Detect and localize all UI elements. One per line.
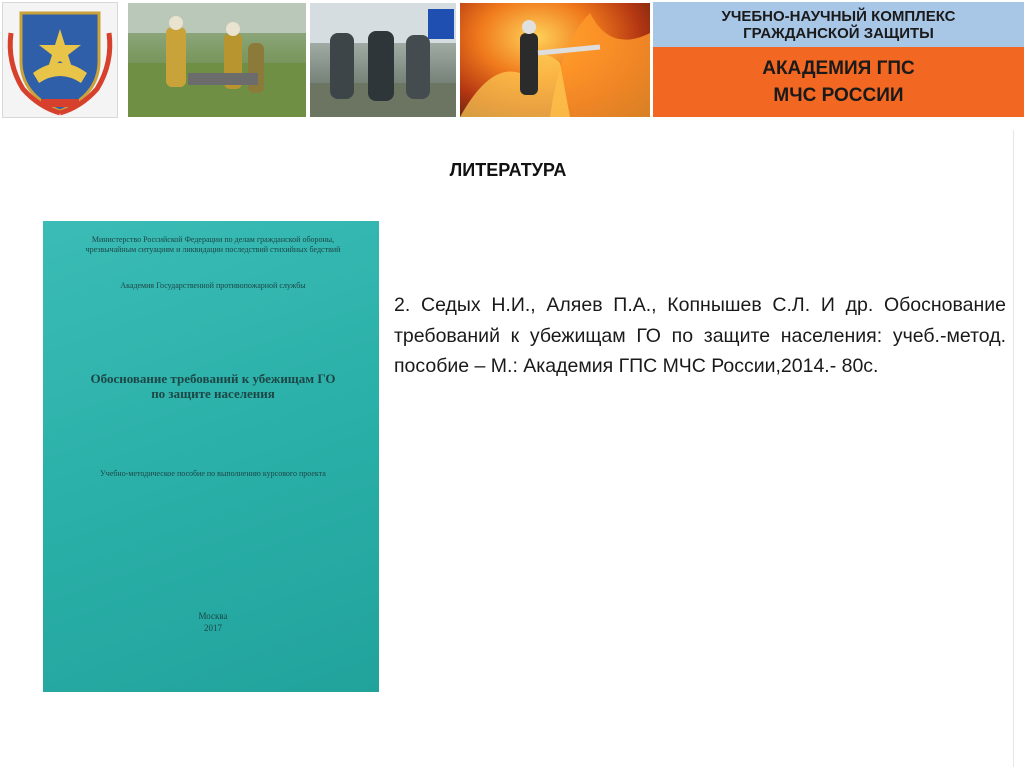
literature-reference: 2. Седых Н.И., Аляев П.А., Копнышев С.Л. И др. Обоснование требований к убежищам ГО по защите населения: учеб.-метод. пособие – М.: Академия ГПС МЧС России,2014.- 80с. <box>394 294 1006 377</box>
complex-label <box>653 2 1024 47</box>
chemical-protection-photo <box>310 3 456 117</box>
complex-label-line2: ГРАЖДАНСКОЙ ЗАЩИТЫ <box>743 24 934 42</box>
cover-academy-text: Академия Государственной противопожарной службы <box>120 281 306 290</box>
slide-edge-divider <box>1013 130 1014 767</box>
book-cover-image <box>43 221 379 692</box>
academy-label <box>653 47 1024 117</box>
complex-label-line1: УЧЕБНО-НАУЧНЫЙ КОМПЛЕКС <box>721 7 956 25</box>
cover-subtitle: Учебно-методическое пособие по выполнению курсового проекта <box>100 469 326 478</box>
academy-label-line2: МЧС РОССИИ <box>773 85 904 106</box>
cover-city: Москва <box>198 611 228 621</box>
cover-year: 2017 <box>204 623 222 633</box>
cover-ministry-text: Министерство Российской Федерации по делам гражданской обороны, чрезвычайным ситуациям и ликвидации последствий стихийных бедствий <box>85 235 341 254</box>
cover-title: Обоснование требований к убежищам ГО по защите населения <box>90 371 336 401</box>
academy-label-line1: АКАДЕМИЯ ГПС <box>762 58 915 79</box>
page-title: ЛИТЕРАТУРА <box>449 160 567 180</box>
rescue-drill-photo <box>128 3 306 117</box>
header-banner <box>0 0 1024 122</box>
firefighting-photo <box>460 3 650 117</box>
academy-emblem-icon <box>2 2 118 118</box>
